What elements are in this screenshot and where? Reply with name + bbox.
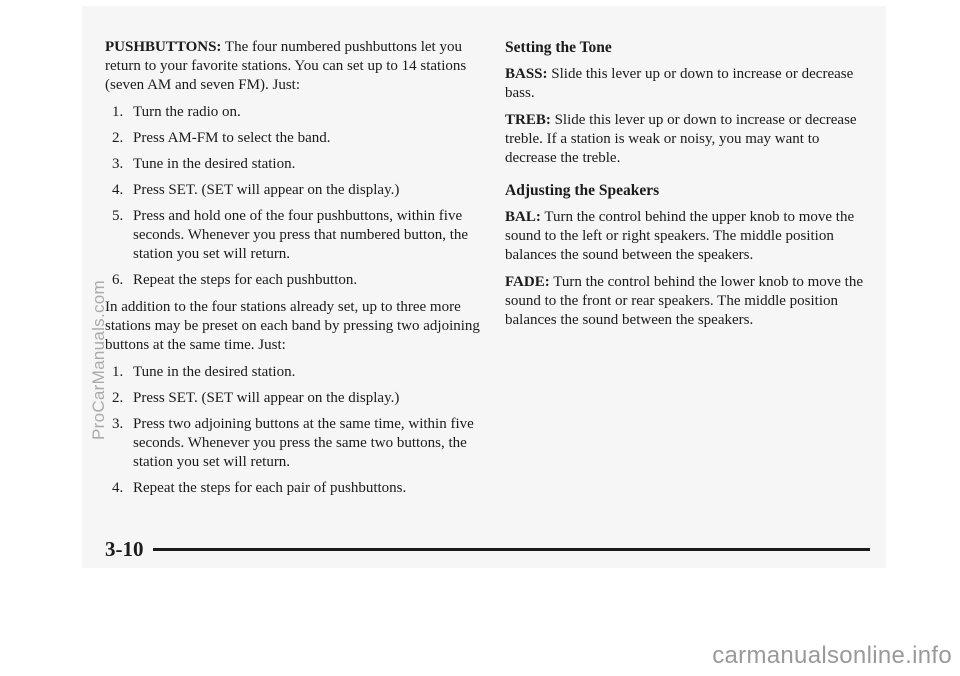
bottom-watermark: carmanualsonline.info: [712, 642, 952, 669]
list-item: [105, 207, 480, 264]
step-text: Tune in the desired station.: [133, 156, 296, 172]
treble-text: Slide this lever up or down to increase or decrease treble. If a station is weak or noisy, you may want to decrease the treble.: [505, 112, 857, 166]
balance-label: BAL:: [505, 209, 541, 225]
right-column: [505, 38, 870, 338]
fade-label: FADE:: [505, 274, 550, 290]
bass-text: Slide this lever up or down to increase or decrease bass.: [505, 66, 854, 101]
step-number: 2.: [112, 130, 124, 146]
adjoining-steps-list: [105, 363, 480, 498]
page-footer: [105, 537, 870, 561]
treble-label: TREB:: [505, 112, 551, 128]
additional-stations-paragraph: In addition to the four stations already set, up to three more stations may be preset on each band by pressing two adjoining buttons at the same time. Just:: [105, 299, 480, 353]
step-number: 1.: [112, 364, 124, 380]
treble-paragraph: [505, 111, 870, 168]
bass-label: BASS:: [505, 66, 548, 82]
list-item: [105, 155, 480, 174]
list-item: [105, 129, 480, 148]
footer-rule: [153, 548, 870, 551]
list-item: [105, 415, 480, 472]
list-item: [105, 271, 480, 290]
step-number: 2.: [112, 390, 124, 406]
list-item: [105, 479, 480, 498]
left-column: [105, 38, 480, 505]
step-text: Repeat the steps for each pair of pushbuttons.: [133, 480, 407, 496]
step-text: Press AM-FM to select the band.: [133, 130, 331, 146]
pushbuttons-text: The four numbered pushbuttons let you return to your favorite stations. You can set up to 14 stations (seven AM and seven FM). Just:: [105, 39, 467, 93]
setting-tone-heading: Setting the Tone: [505, 39, 612, 56]
list-item: [105, 181, 480, 200]
pushbutton-steps-list: [105, 103, 480, 290]
step-number: 5.: [112, 208, 124, 224]
step-text: Press two adjoining buttons at the same time, within five seconds. Whenever you press the same two buttons, the station you set will return.: [133, 416, 474, 470]
bass-paragraph: [505, 65, 870, 103]
side-watermark: ProCarManuals.com: [89, 279, 108, 441]
balance-text: Turn the control behind the upper knob to move the sound to the left or right speakers. The middle position balances the sound between the speakers.: [505, 209, 855, 263]
step-number: 4.: [112, 480, 124, 496]
adjusting-speakers-heading: Adjusting the Speakers: [505, 182, 660, 199]
balance-paragraph: [505, 208, 870, 265]
step-text: Repeat the steps for each pushbutton.: [133, 272, 358, 288]
pushbuttons-label: PUSHBUTTONS:: [105, 39, 222, 55]
pushbuttons-intro: [105, 38, 480, 95]
step-number: 1.: [112, 104, 124, 120]
step-text: Tune in the desired station.: [133, 364, 296, 380]
step-number: 6.: [112, 272, 124, 288]
step-number: 3.: [112, 156, 124, 172]
list-item: [105, 389, 480, 408]
list-item: [105, 103, 480, 122]
step-text: Press and hold one of the four pushbuttons, within five seconds. Whenever you press that numbered button, the station you set will return.: [133, 208, 469, 262]
step-text: Press SET. (SET will appear on the display.): [133, 390, 400, 406]
step-number: 3.: [112, 416, 124, 432]
list-item: [105, 363, 480, 382]
fade-paragraph: [505, 273, 870, 330]
fade-text: Turn the control behind the lower knob to move the sound to the front or rear speakers. The middle position balances the sound between the speakers.: [505, 274, 864, 328]
step-text: Turn the radio on.: [133, 104, 241, 120]
page-number: 3-10: [105, 537, 144, 561]
step-number: 4.: [112, 182, 124, 198]
step-text: Press SET. (SET will appear on the display.): [133, 182, 400, 198]
